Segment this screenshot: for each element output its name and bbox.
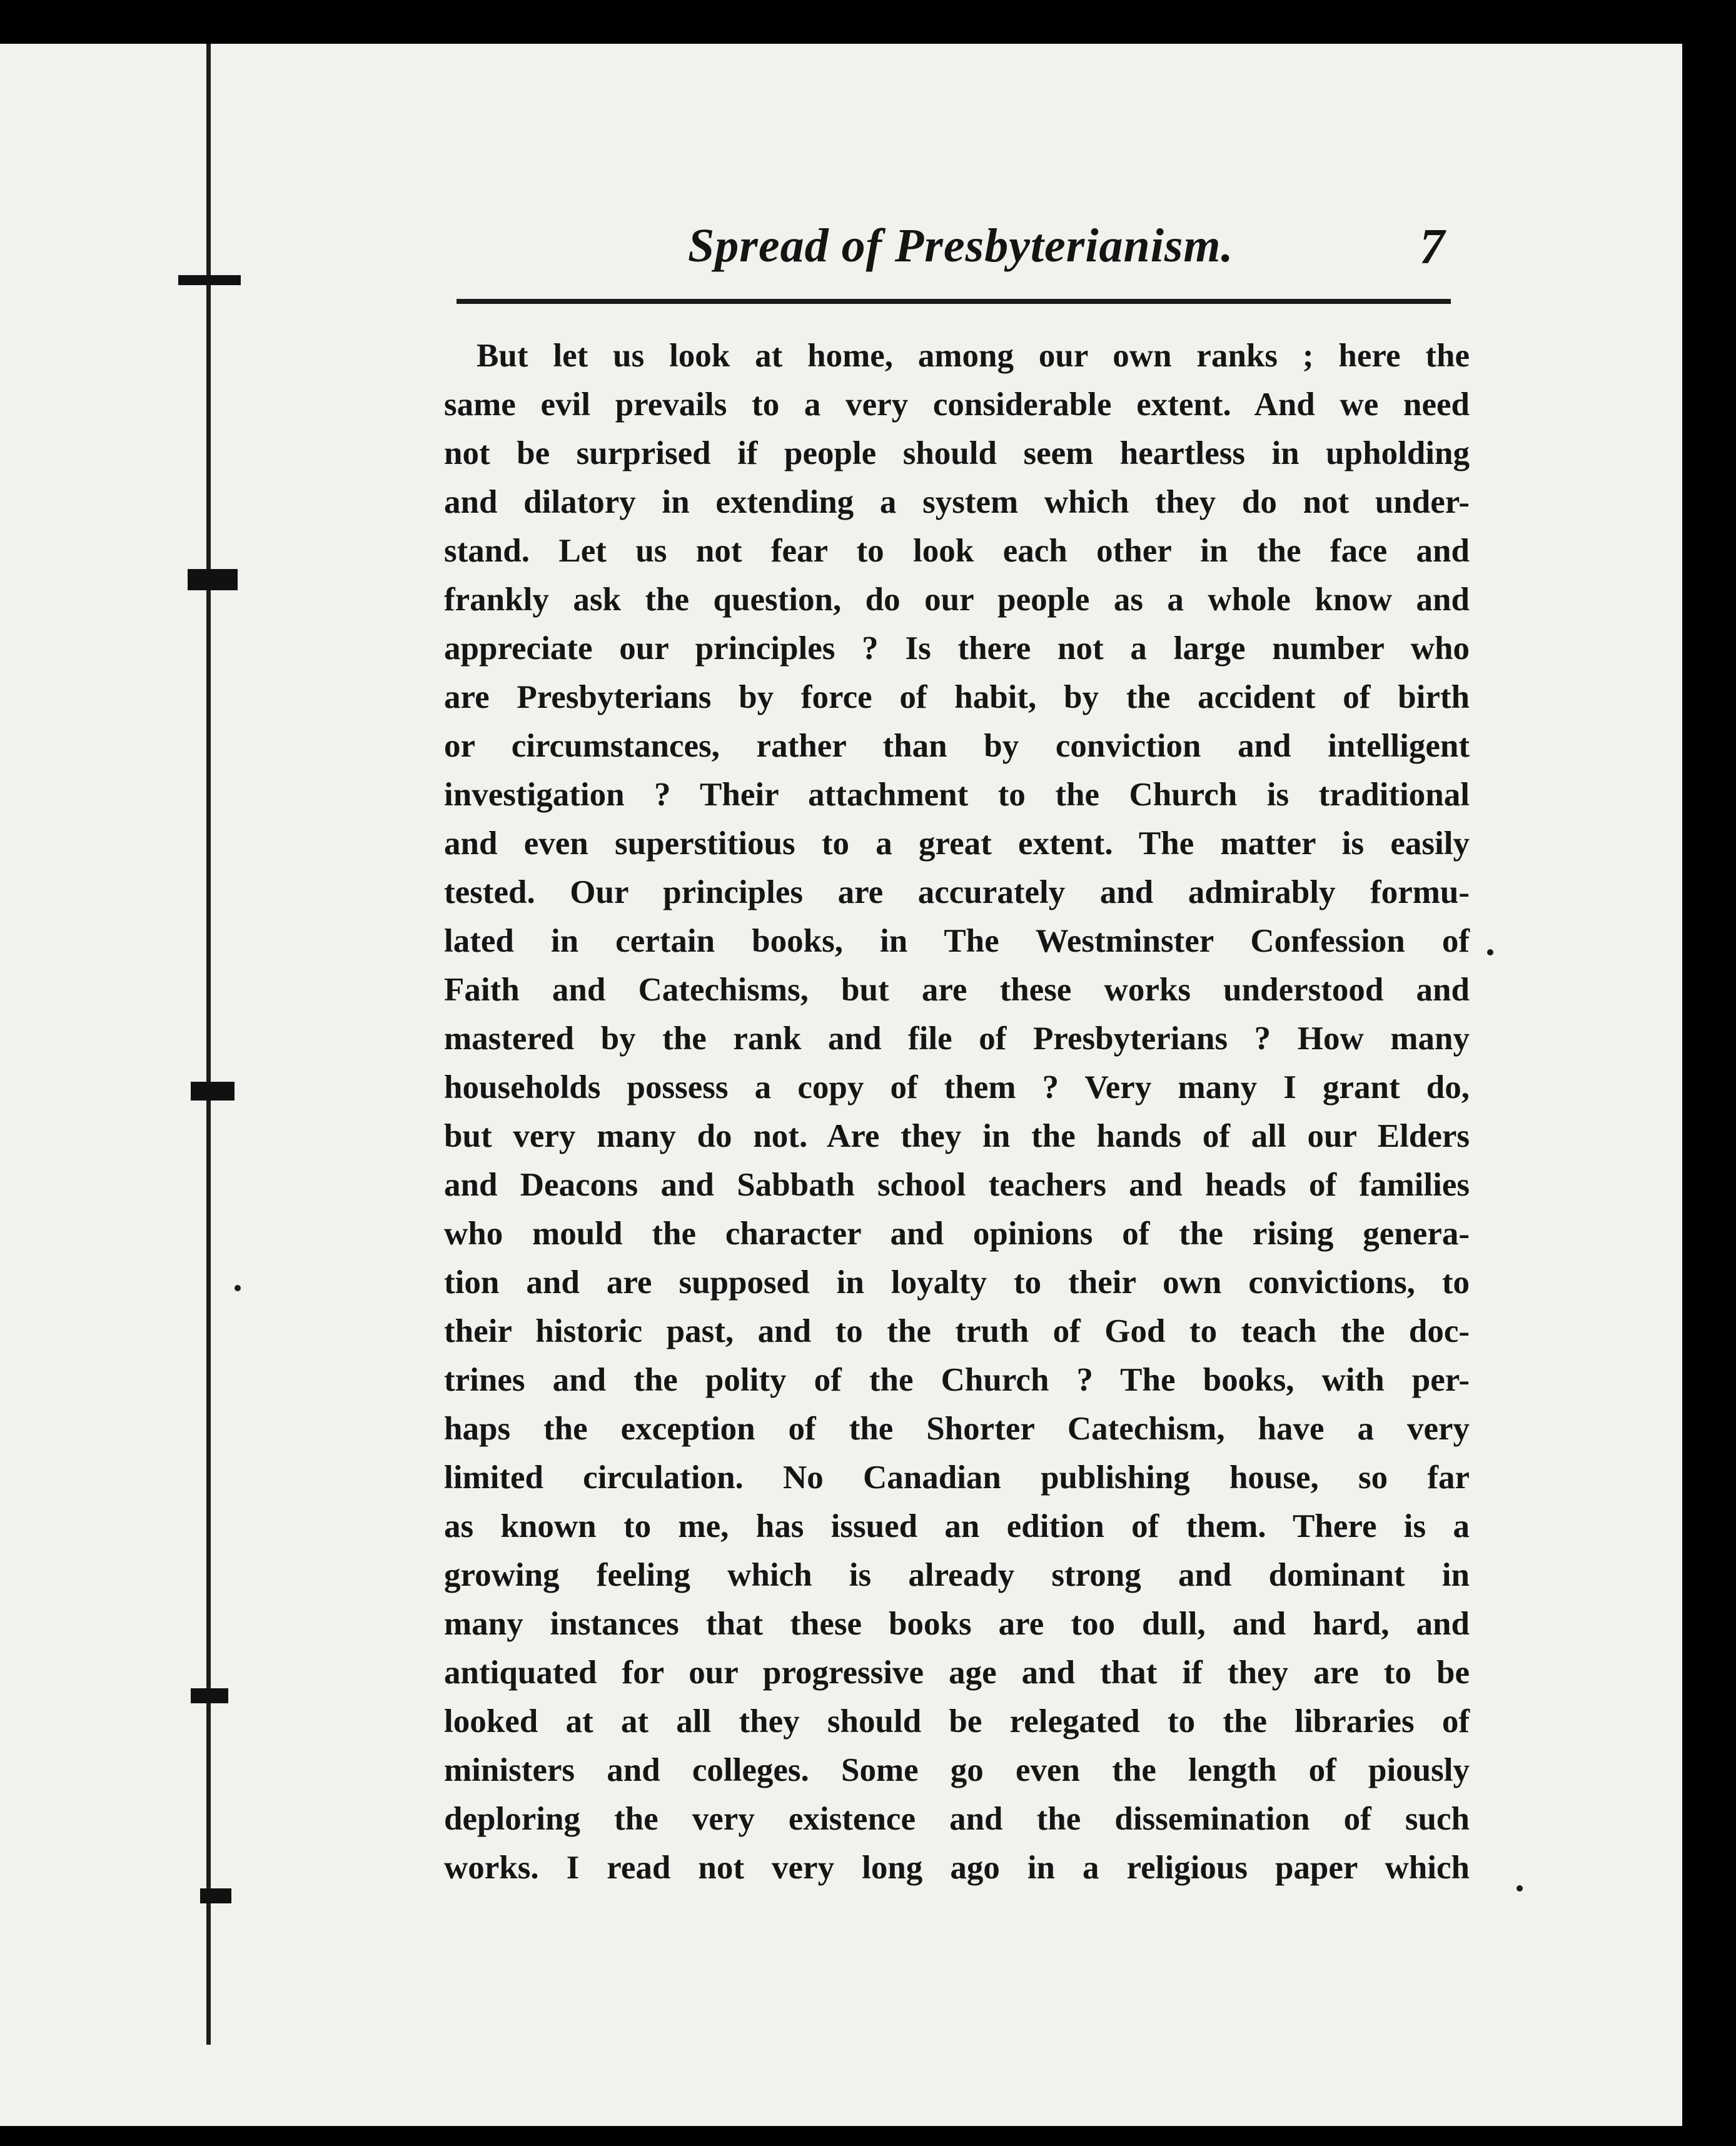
ink-speck <box>1487 949 1493 955</box>
text-line: tested. Our principles are accurately and admirably formu- <box>444 874 1470 910</box>
text-line: lated in certain books, in The Westminster Confession of <box>444 923 1470 959</box>
page-number: 7 <box>1420 219 1445 275</box>
text-line: or circumstances, rather than by conviction and intelligent <box>444 728 1470 764</box>
text-line: and dilatory in extending a system which they do not under- <box>444 484 1470 520</box>
binding-stitch <box>178 275 241 285</box>
binding-stitch <box>191 1082 235 1101</box>
text-line: limited circulation. No Canadian publishing house, so far <box>444 1459 1470 1496</box>
text-line: are Presbyterians by force of habit, by the accident of birth <box>444 679 1470 715</box>
text-line: who mould the character and opinions of the rising genera- <box>444 1216 1470 1252</box>
text-line: tion and are supposed in loyalty to their own convictions, to <box>444 1264 1470 1301</box>
text-line: and Deacons and Sabbath school teachers and heads of families <box>444 1167 1470 1203</box>
text-line: investigation ? Their attachment to the Church is traditional <box>444 777 1470 813</box>
text-line: haps the exception of the Shorter Catechism, have a very <box>444 1411 1470 1447</box>
ink-speck <box>235 1285 241 1291</box>
text-line: antiquated for our progressive age and that if they are to be <box>444 1655 1470 1691</box>
text-line: Faith and Catechisms, but are these works understood and <box>444 972 1470 1008</box>
text-line: their historic past, and to the truth of God to teach the doc- <box>444 1313 1470 1349</box>
binding-edge <box>206 44 211 2045</box>
text-line: but very many do not. Are they in the hands of all our Elders <box>444 1118 1470 1154</box>
text-line: many instances that these books are too dull, and hard, and <box>444 1606 1470 1642</box>
text-line: stand. Let us not fear to look each other in the face and <box>444 533 1470 569</box>
header-rule <box>457 299 1451 304</box>
text-line: mastered by the rank and file of Presbyterians ? How many <box>444 1020 1470 1057</box>
body-text <box>444 331 1470 1892</box>
text-line: households possess a copy of them ? Very many I grant do, <box>444 1069 1470 1106</box>
text-line: frankly ask the question, do our people as a whole know and <box>444 582 1470 618</box>
text-line: trines and the polity of the Church ? The books, with per- <box>444 1362 1470 1398</box>
text-line: growing feeling which is already strong and dominant in <box>444 1557 1470 1593</box>
binding-stitch <box>200 1888 231 1903</box>
text-line: deploring the very existence and the dissemination of such <box>444 1801 1470 1837</box>
text-line: But let us look at home, among our own ranks ; here the <box>477 338 1470 374</box>
running-title: Spread of Presbyterianism. <box>688 219 1234 272</box>
binding-stitch <box>191 1688 228 1703</box>
text-line: appreciate our principles ? Is there not a large number who <box>444 630 1470 667</box>
text-line: works. I read not very long ago in a religious paper which <box>444 1850 1470 1886</box>
text-line: as known to me, has issued an edition of them. There is a <box>444 1508 1470 1544</box>
text-line: looked at at all they should be relegated to the libraries of <box>444 1703 1470 1740</box>
text-line: same evil prevails to a very considerable extent. And we need <box>444 386 1470 423</box>
text-line: ministers and colleges. Some go even the length of piously <box>444 1752 1470 1788</box>
text-line: and even superstitious to a great extent. The matter is easily <box>444 825 1470 862</box>
text-line: not be surprised if people should seem heartless in upholding <box>444 435 1470 471</box>
binding-stitch <box>188 569 238 590</box>
ink-speck <box>1516 1885 1523 1892</box>
